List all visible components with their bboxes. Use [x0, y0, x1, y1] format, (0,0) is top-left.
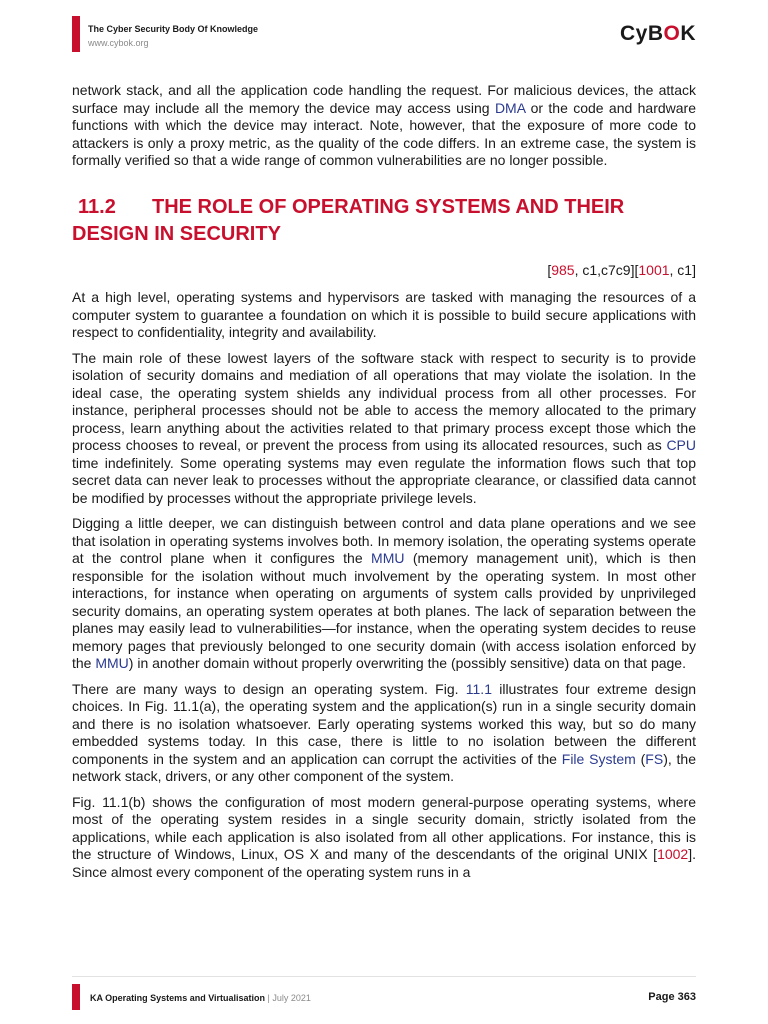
glossary-link-mmu-2[interactable]: MMU [95, 655, 129, 671]
glossary-link-dma[interactable]: DMA [494, 99, 526, 116]
cybok-logo [620, 22, 696, 46]
citation-line: [985, c1,c7c9][1001, c1] [547, 261, 696, 278]
header-accent-bar [72, 16, 80, 52]
paragraph-1: At a high level, operating systems and hypervisors are tasked with managing the resources of a computer system to guarantee a foundation on which it is possible to build secure applications with respect to confidentiality, integrity and availability. [72, 289, 696, 340]
reference-link-1002[interactable]: 1002 [657, 846, 689, 862]
paragraph-3: Digging a little deeper, we can distinguish between control and data plane operations and we see that isolation in operating systems involves both. In memory isolation, the operating systems operate at the control plane when it configures the MMU (memory management unit), which is then responsible for the isolation without much involvement by the operating system. In most other interactions, for instance when operating on arguments of system calls provided by unprivileged security domains, an operating system operates at both planes. The lack of separation between the planes may easily lead to vulnerabilities—for instance, when the operating system decides to reuse memory pages that previously belonged to one security domain (with access isolation enforced by the MMU) in another domain without properly overwriting the (possibly sensitive) data on that page. [72, 515, 696, 671]
glossary-link-cpu[interactable]: CPU [666, 437, 696, 453]
glossary-link-fs[interactable]: FS [645, 750, 664, 767]
footer-ka-label: KA Operating Systems and Virtualisation | July 2021 [90, 993, 311, 1003]
glossary-link-file-system[interactable]: File System [561, 750, 636, 767]
header-title: The Cyber Security Body Of Knowledge [88, 24, 259, 34]
section-number: 11.2 [78, 195, 116, 218]
figure-link-11-1[interactable]: 11.1 [465, 680, 492, 697]
paragraph-4: There are many ways to design an operating system. Fig. 11.1 illustrates four extreme design choices. In Fig. 11.1(a), the operating system and the application(s) run in a single security domain and there is no isolation whatsoever. Early operating systems worked this way, but so do many embedded systems today. In this case, there is little to no isolation between the different components in the system and an application can corrupt the activities of the File System (FS), the network stack, drivers, or any other component of the system. [72, 680, 697, 784]
section-title: THE ROLE OF OPERATING SYSTEMS AND THEIR DESIGN IN SECURITY [72, 195, 625, 245]
logo-text-accent: O [663, 22, 681, 45]
reference-link-1001[interactable]: 1001 [638, 261, 670, 278]
footer-date: July 2021 [272, 993, 311, 1003]
paragraph-5: Fig. 11.1(b) shows the configuration of most modern general-purpose operating systems, where most of the operating system resides in a single security domain, strictly isolated from the applications, while each application is also isolated from all other applications. For instance, this is the structure of Windows, Linux, OS X and many of the descendants of the original UNIX [1002]. Since almost every component of the operating system runs in a [72, 793, 696, 880]
paragraph-0: network stack, and all the application code handling the request. For malicious devices, the attack surface may include all the memory the device may access using DMA or the code and hardware functions with which the device may interact. Note, however, that the exposure of more code to attackers is only a proxy metric, as the quality of the code differs. In an extreme case, the system is formally verified so that a wide range of common vulnerabilities are no longer possible. [72, 82, 696, 168]
header-url-link[interactable]: www.cybok.org [88, 38, 149, 48]
page-header [72, 16, 696, 52]
page-footer [72, 984, 696, 1010]
glossary-link-mmu[interactable]: MMU [371, 550, 405, 566]
logo-text-right: K [680, 22, 696, 45]
logo-text-left: CyB [619, 22, 664, 45]
page-number: Page 363 [648, 991, 696, 1003]
footer-divider [72, 976, 696, 977]
reference-link-985[interactable]: 985 [551, 261, 575, 278]
paragraph-2: The main role of these lowest layers of the software stack with respect to security is to provide isolation of security domains and mediation of all operations that may violate the isolation. In the ideal case, the operating system shields any individual process from all other processes. For instance, peripheral processes should not be able to access the memory allocated to the primary process, learn anything about the activities related to that primary process except those which the process chooses to reveal, or prevent the process from using its allocated resources, such as CPU time indefinitely. Some operating systems may even regulate the information flows such that top secret data can never leak to processes without the appropriate clearance, or classified data cannot be modified by processes without the appropriate privilege levels. [72, 349, 696, 506]
section-heading [72, 194, 696, 248]
footer-accent-bar [72, 984, 80, 1010]
page-content [72, 82, 696, 889]
